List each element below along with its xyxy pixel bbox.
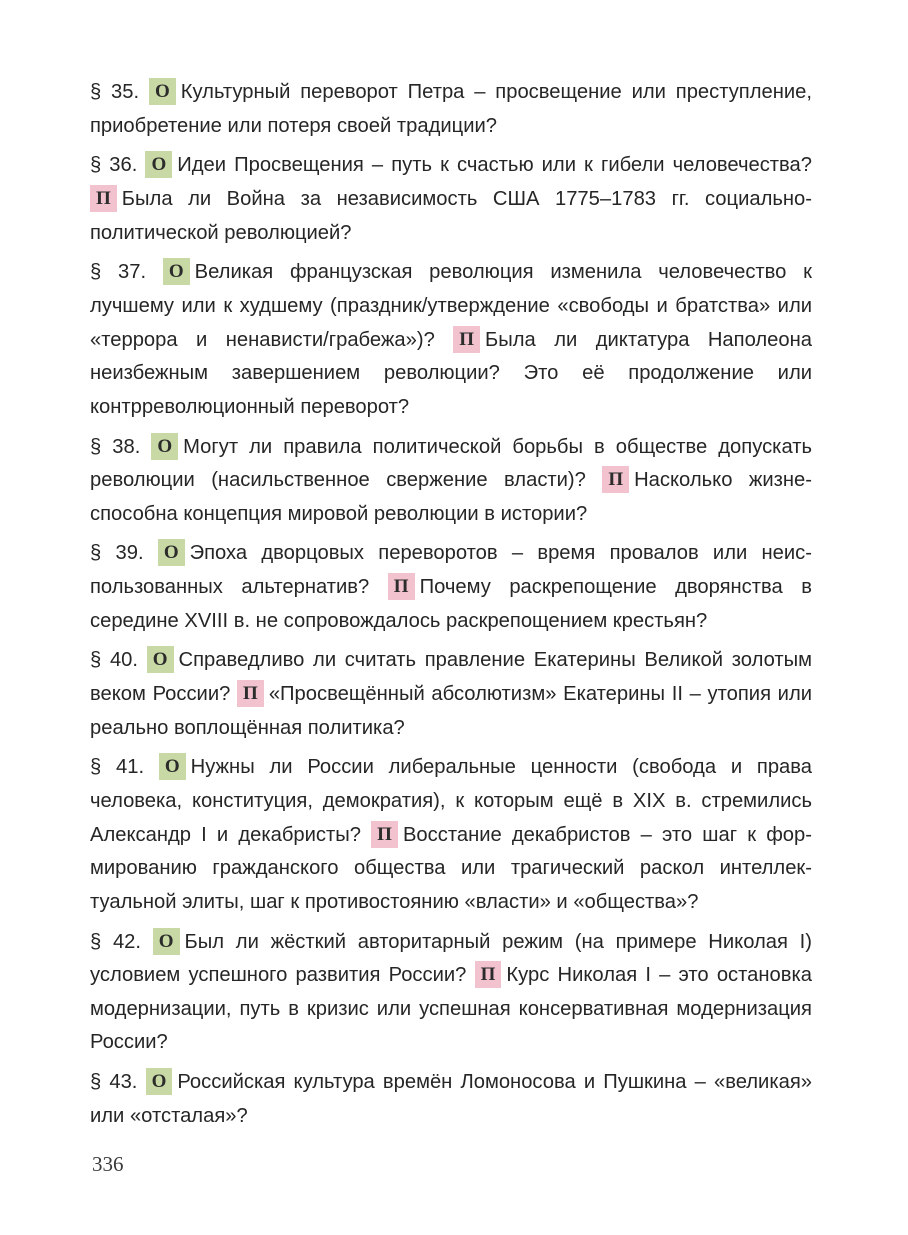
badge-p: П <box>602 466 629 493</box>
paragraph-39 <box>90 537 812 638</box>
badge-p: П <box>388 573 415 600</box>
question-text: «Просвещённый абсолютизм» Екатерины II – утопия или реально воплощённая политика? <box>90 683 813 739</box>
question-text: Почему раскрепощение дворянства в середине XVIII в. не сопровождалось раскрепощением крестьян? <box>90 576 812 632</box>
question-text: Насколько жизнеспособна концепция мировой революции в истории? <box>90 469 812 525</box>
section-number: § 40. <box>90 649 139 672</box>
badge-p: П <box>90 185 117 212</box>
badge-p: П <box>371 821 398 848</box>
question-text: Была ли диктатура Наполеона неизбежным завершением революции? Это её продолжение или контрреволюционный переворот? <box>90 328 812 418</box>
question-text: Российская культура времён Ломоносова и Пушкина – «великая» или «отсталая»? <box>90 1071 812 1127</box>
paragraph-38 <box>90 431 812 532</box>
paragraph-40 <box>90 644 812 745</box>
section-number: § 42. <box>90 930 142 953</box>
badge-o: О <box>149 78 176 105</box>
badge-o: О <box>146 1068 173 1095</box>
badge-o: О <box>151 433 178 460</box>
question-text: Курс Николая I – это остановка модернизации, путь в кризис или успешная консервативная модернизация России? <box>90 964 812 1054</box>
section-number: § 43. <box>90 1071 138 1094</box>
badge-p: П <box>453 326 480 353</box>
paragraph-43 <box>90 1066 812 1133</box>
page-number: 336 <box>92 1152 124 1176</box>
badge-p: П <box>237 680 264 707</box>
badge-p: П <box>475 961 502 988</box>
question-text: Могут ли правила политической борьбы в обществе допускать революции (насильственное свержение власти)? <box>90 435 812 492</box>
question-text: Идеи Просвещения – путь к счастью или к гибели человечества? <box>177 154 813 177</box>
page-content <box>90 76 812 1140</box>
badge-o: О <box>153 928 180 955</box>
question-text: Великая французская революция изменила человечество к лучшему или к худшему (праздник/утверждение «свободы и братства» или «террора и ненависти/грабежа»)? <box>90 261 813 351</box>
section-number: § 37. <box>90 261 147 284</box>
badge-o: О <box>158 539 185 566</box>
question-text: Восстание декабристов – это шаг к формированию гражданского общества или трагический раскол интеллектуальной элиты, шаг к противостоянию «власти» и «общества»? <box>90 823 813 913</box>
question-text: Справедливо ли считать правление Екатерины Великой золотым веком России? <box>90 649 813 706</box>
question-text: Культурный переворот Петра – просвещение или преступление, приобретение или потеря своей традиции? <box>90 81 813 137</box>
badge-o: О <box>159 753 186 780</box>
question-text: Была ли Война за независимость США 1775–1783 гг. социально-политической революцией? <box>90 187 812 244</box>
paragraph-41 <box>90 751 812 919</box>
section-number: § 35. <box>90 81 140 103</box>
section-number: § 39. <box>90 542 144 565</box>
section-number: § 41. <box>90 756 145 779</box>
question-text: Нужны ли России либеральные ценности (свобода и права человека, конституция, демократия), к которым ещё в XIX в. стремились Александр I и декабристы? <box>90 756 812 846</box>
paragraph-42 <box>90 926 812 1060</box>
paragraph-36 <box>90 149 812 250</box>
badge-o: О <box>147 646 174 673</box>
badge-o: О <box>145 151 172 178</box>
paragraph-37 <box>90 256 812 424</box>
section-number: § 38. <box>90 435 141 458</box>
question-text: Эпоха дворцовых переворотов – время провалов или неиспользованных альтернатив? <box>90 542 813 599</box>
paragraph-35 <box>90 76 812 143</box>
badge-o: О <box>163 258 190 285</box>
section-number: § 36. <box>90 154 138 177</box>
question-text: Был ли жёсткий авторитарный режим (на примере Николая I) условием успешного развития России? <box>90 930 812 987</box>
